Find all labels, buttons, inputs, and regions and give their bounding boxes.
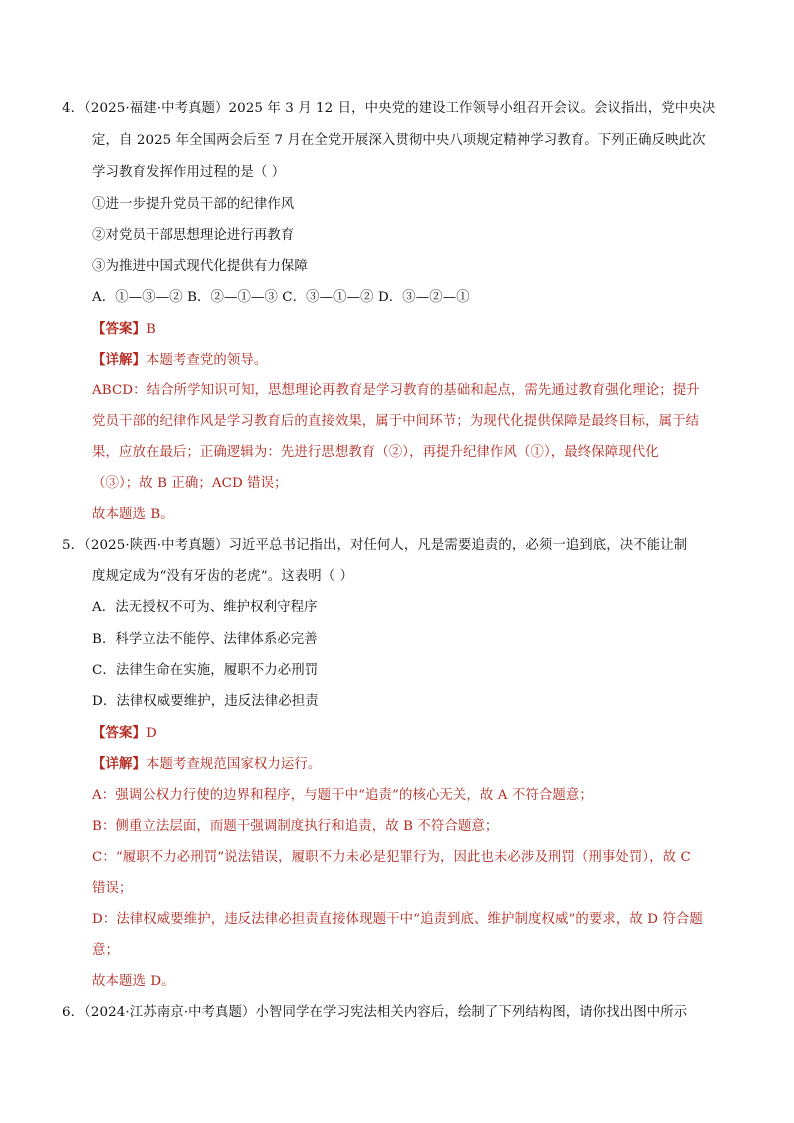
question-5-answer [92, 720, 157, 746]
question-5-detail [92, 751, 321, 777]
question-5-text: （2025·陕西·中考真题）习近平总书记指出，对任何人，凡是需要追责的，必须一追到底，决不能让制 [84, 538, 688, 553]
detail-label: 【详解】 [92, 756, 146, 772]
answer-label: 【答案】 [92, 321, 146, 337]
detail-label: 【详解】 [92, 352, 146, 368]
question-4-line-1 [62, 96, 715, 122]
question-4-explanation-4: （③）；故 B 正确；ACD 错误； [92, 476, 288, 491]
question-4-explanation-3: 果，应放在最后；正确逻辑为：先进行思想教育（②），再提升纪律作风（①），最终保障现代化 [92, 445, 659, 460]
question-5-explanation-6: 意； [92, 943, 119, 958]
question-5-line-1 [62, 533, 687, 559]
question-4-conclusion: 故本题选 B。 [92, 507, 174, 522]
question-5-line-2: 度规定成为“没有牙齿的老虎”。这表明（ ） [92, 569, 354, 584]
question-4-statement-1: ①进一步提升党员干部的纪律作风 [92, 197, 295, 212]
question-4-line-3: 学习教育发挥作用过程的是（ ） [92, 165, 286, 180]
question-5-explanation-5: D：法律权威要维护，违反法律必担责直接体现题干中“追责到底、维护制度权威”的要求，故 D 符合题 [92, 912, 703, 927]
question-5-option-c: C．法律生命在实施，履职不力必刑罚 [92, 663, 319, 678]
question-5-option-b: B．科学立法不能停、法律体系必完善 [92, 632, 318, 647]
question-4-explanation-2: 党员干部的纪律作风是学习教育后的直接效果，属于中间环节；为现代化提供保障是最终目标，属于结 [92, 414, 700, 429]
question-6-number: 6． [62, 1005, 85, 1020]
question-4-explanation-1: ABCD：结合所学知识可知，思想理论再教育是学习教育的基础和起点，需先通过教育强化理论；提升 [92, 383, 700, 398]
question-5-number: 5． [62, 538, 85, 553]
question-4-options: A．①—③—② B．②—①—③ C．③—①—② D．③—②—① [92, 290, 470, 305]
question-6-line-1 [62, 1000, 687, 1026]
question-5-option-a: A．法无授权不可为、维护权利守程序 [92, 600, 318, 615]
question-5-option-d: D．法律权威要维护，违反法律必担责 [92, 694, 319, 709]
question-4-text: （2025·福建·中考真题）2025 年 3 月 12 日，中央党的建设工作领导小组召开会议。会议指出，党中央决 [84, 101, 716, 116]
question-5-explanation-4: 错误； [92, 881, 133, 896]
question-5-conclusion: 故本题选 D。 [92, 974, 175, 989]
question-5-explanation-1: A：强调公权力行使的边界和程序，与题干中“追责”的核心无关，故 A 不符合题意； [92, 788, 593, 803]
question-5-explanation-2: B：侧重立法层面，而题干强调制度执行和追责，故 B 不符合题意； [92, 819, 499, 834]
answer-value: B [145, 322, 156, 337]
question-5-explanation-3: C：“履职不力必刑罚”说法错误，履职不力未必是犯罪行为，因此也未必涉及刑罚（刑事处罚），故 C [92, 850, 691, 865]
detail-intro: 本题考查党的领导。 [145, 353, 268, 368]
question-4-number: 4． [62, 101, 85, 116]
question-4-detail [92, 347, 267, 373]
question-6-text: （2024·江苏南京·中考真题）小智同学在学习宪法相关内容后，绘制了下列结构图，请你找出图中所示 [84, 1005, 688, 1020]
question-4-answer [92, 316, 156, 342]
detail-intro: 本题考查规范国家权力运行。 [145, 757, 322, 772]
question-4-statement-2: ②对党员干部思想理论进行再教育 [92, 228, 295, 243]
question-4-statement-3: ③为推进中国式现代化提供有力保障 [92, 259, 308, 274]
answer-value: D [145, 726, 157, 741]
answer-label: 【答案】 [92, 725, 146, 741]
question-4-line-2: 定，自 2025 年全国两会后至 7 月在全党开展深入贯彻中央八项规定精神学习教育。下列正确反映此次 [92, 133, 706, 148]
